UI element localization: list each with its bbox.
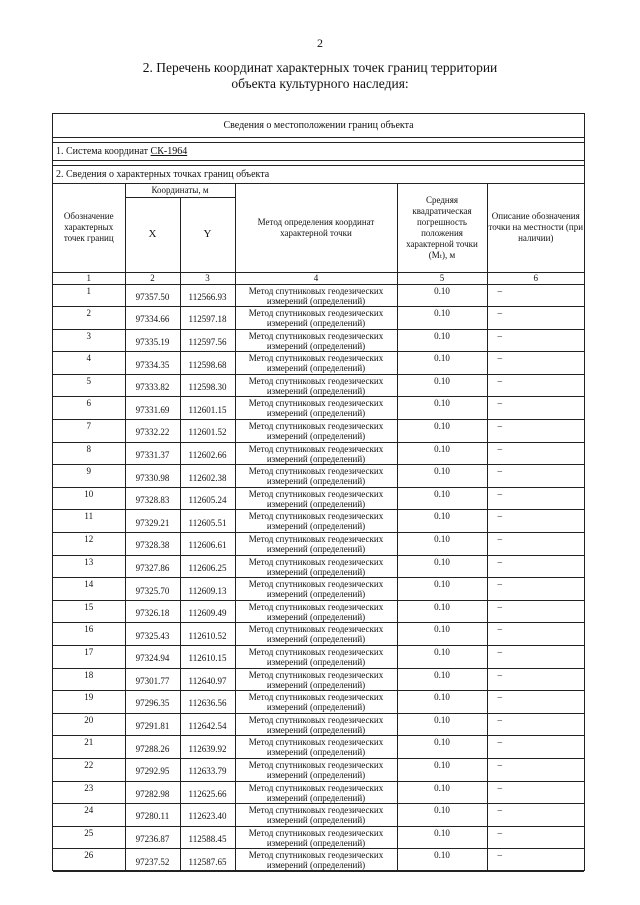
point-description: – [487, 555, 584, 578]
error-value: 0.10 [397, 804, 487, 827]
error-value: 0.10 [397, 442, 487, 465]
point-description: – [487, 668, 584, 691]
point-id: 7 [53, 420, 125, 443]
error-value: 0.10 [397, 307, 487, 330]
error-value: 0.10 [397, 781, 487, 804]
table-row [53, 420, 584, 443]
point-description: – [487, 736, 584, 759]
header-coords: Координаты, м [125, 184, 235, 197]
table-row [53, 691, 584, 714]
method: Метод спутниковых геодезических измерений (определений) [235, 374, 397, 397]
coord-x: 97324.94 [125, 646, 180, 669]
title-line-2: объекта культурного наследия: [231, 76, 409, 91]
header-error: Средняя квадратическая погрешность положения характерной точки (Mₜ), м [397, 184, 487, 272]
header-row [53, 184, 584, 197]
coord-y: 112597.18 [180, 307, 235, 330]
method: Метод спутниковых геодезических измерений (определений) [235, 623, 397, 646]
method: Метод спутниковых геодезических измерений (определений) [235, 533, 397, 556]
point-id: 17 [53, 646, 125, 669]
coord-y: 112588.45 [180, 826, 235, 849]
page-number: 2 [317, 36, 323, 50]
point-id: 21 [53, 736, 125, 759]
point-id: 13 [53, 555, 125, 578]
header-description: Описание обозначения точки на местности (при наличии) [487, 184, 584, 272]
method: Метод спутниковых геодезических измерений (определений) [235, 600, 397, 623]
column-number: 4 [235, 272, 397, 284]
coord-y: 112642.54 [180, 713, 235, 736]
method: Метод спутниковых геодезических измерений (определений) [235, 578, 397, 601]
coord-x: 97334.35 [125, 352, 180, 375]
column-number: 6 [487, 272, 584, 284]
error-value: 0.10 [397, 668, 487, 691]
method: Метод спутниковых геодезических измерений (определений) [235, 352, 397, 375]
error-value: 0.10 [397, 736, 487, 759]
error-value: 0.10 [397, 600, 487, 623]
header-point: Обозначение характерных точек границ [53, 184, 125, 272]
point-description: – [487, 691, 584, 714]
coord-y: 112633.79 [180, 758, 235, 781]
point-description: – [487, 352, 584, 375]
method: Метод спутниковых геодезических измерений (определений) [235, 804, 397, 827]
table-row [53, 849, 584, 872]
table-row [53, 307, 584, 330]
point-description: – [487, 329, 584, 352]
column-number-row [53, 272, 584, 284]
table-row [53, 555, 584, 578]
table-row [53, 646, 584, 669]
error-value: 0.10 [397, 284, 487, 307]
coord-y: 112598.68 [180, 352, 235, 375]
point-id: 1 [53, 284, 125, 307]
table-row [53, 578, 584, 601]
coord-x: 97325.43 [125, 623, 180, 646]
error-value: 0.10 [397, 487, 487, 510]
method: Метод спутниковых геодезических измерений (определений) [235, 713, 397, 736]
coord-y: 112606.25 [180, 555, 235, 578]
method: Метод спутниковых геодезических измерений (определений) [235, 510, 397, 533]
coord-x: 97280.11 [125, 804, 180, 827]
point-description: – [487, 781, 584, 804]
coord-y: 112587.65 [180, 849, 235, 872]
point-id: 5 [53, 374, 125, 397]
coord-x: 97292.95 [125, 758, 180, 781]
coord-x: 97331.69 [125, 397, 180, 420]
point-description: – [487, 646, 584, 669]
point-id: 23 [53, 781, 125, 804]
table-row [53, 623, 584, 646]
coord-system-line [53, 143, 584, 161]
coord-x: 97333.82 [125, 374, 180, 397]
error-value: 0.10 [397, 397, 487, 420]
coord-x: 97288.26 [125, 736, 180, 759]
point-id: 6 [53, 397, 125, 420]
document-title [100, 60, 540, 92]
error-value: 0.10 [397, 758, 487, 781]
coord-y: 112609.49 [180, 600, 235, 623]
point-description: – [487, 533, 584, 556]
point-id: 16 [53, 623, 125, 646]
table-row [53, 465, 584, 488]
point-id: 9 [53, 465, 125, 488]
column-number: 2 [125, 272, 180, 284]
header-method: Метод определения координат характерной точки [235, 184, 397, 272]
coord-x: 97335.19 [125, 329, 180, 352]
header-y: Y [180, 197, 235, 272]
method: Метод спутниковых геодезических измерений (определений) [235, 691, 397, 714]
coord-y: 112625.66 [180, 781, 235, 804]
error-value: 0.10 [397, 465, 487, 488]
method: Метод спутниковых геодезических измерений (определений) [235, 668, 397, 691]
table-row [53, 758, 584, 781]
coord-y: 112640.97 [180, 668, 235, 691]
point-description: – [487, 600, 584, 623]
method: Метод спутниковых геодезических измерений (определений) [235, 420, 397, 443]
column-number: 1 [53, 272, 125, 284]
point-description: – [487, 284, 584, 307]
coord-y: 112636.56 [180, 691, 235, 714]
table-row [53, 533, 584, 556]
coord-y: 112601.15 [180, 397, 235, 420]
point-description: – [487, 420, 584, 443]
error-value: 0.10 [397, 713, 487, 736]
error-value: 0.10 [397, 510, 487, 533]
method: Метод спутниковых геодезических измерений (определений) [235, 849, 397, 872]
table-row [53, 284, 584, 307]
point-description: – [487, 758, 584, 781]
method: Метод спутниковых геодезических измерений (определений) [235, 397, 397, 420]
coordinates-grid [53, 184, 584, 872]
error-value: 0.10 [397, 691, 487, 714]
method: Метод спутниковых геодезических измерений (определений) [235, 555, 397, 578]
coord-x: 97296.35 [125, 691, 180, 714]
method: Метод спутниковых геодезических измерений (определений) [235, 646, 397, 669]
point-id: 18 [53, 668, 125, 691]
point-id: 8 [53, 442, 125, 465]
point-description: – [487, 374, 584, 397]
error-value: 0.10 [397, 578, 487, 601]
table-row [53, 510, 584, 533]
point-description: – [487, 465, 584, 488]
coord-system-prefix: 1. Система координат [56, 146, 151, 157]
section2-label: 2. Сведения о характерных точках границ объекта [53, 166, 584, 184]
coord-y: 112605.24 [180, 487, 235, 510]
coord-y: 112566.93 [180, 284, 235, 307]
point-id: 15 [53, 600, 125, 623]
table-row [53, 713, 584, 736]
section-title: Сведения о местоположении границ объекта [53, 114, 584, 138]
coord-x: 97327.86 [125, 555, 180, 578]
point-id: 24 [53, 804, 125, 827]
coord-y: 112602.38 [180, 465, 235, 488]
error-value: 0.10 [397, 646, 487, 669]
coord-x: 97326.18 [125, 600, 180, 623]
point-id: 14 [53, 578, 125, 601]
point-description: – [487, 578, 584, 601]
method: Метод спутниковых геодезических измерений (определений) [235, 758, 397, 781]
error-value: 0.10 [397, 420, 487, 443]
coord-y: 112610.52 [180, 623, 235, 646]
error-value: 0.10 [397, 329, 487, 352]
coord-y: 112639.92 [180, 736, 235, 759]
point-id: 4 [53, 352, 125, 375]
error-value: 0.10 [397, 533, 487, 556]
error-value: 0.10 [397, 555, 487, 578]
method: Метод спутниковых геодезических измерений (определений) [235, 487, 397, 510]
coord-x: 97329.21 [125, 510, 180, 533]
point-description: – [487, 487, 584, 510]
coord-x: 97236.87 [125, 826, 180, 849]
coord-x: 97330.98 [125, 465, 180, 488]
point-description: – [487, 713, 584, 736]
method: Метод спутниковых геодезических измерений (определений) [235, 781, 397, 804]
coord-x: 97357.50 [125, 284, 180, 307]
table-row [53, 442, 584, 465]
point-id: 10 [53, 487, 125, 510]
coord-y: 112606.61 [180, 533, 235, 556]
coord-x: 97328.83 [125, 487, 180, 510]
coord-y: 112597.56 [180, 329, 235, 352]
table-row [53, 352, 584, 375]
error-value: 0.10 [397, 352, 487, 375]
coord-y: 112601.52 [180, 420, 235, 443]
method: Метод спутниковых геодезических измерений (определений) [235, 826, 397, 849]
coord-x: 97331.37 [125, 442, 180, 465]
point-id: 26 [53, 849, 125, 872]
table-row [53, 374, 584, 397]
method: Метод спутниковых геодезических измерений (определений) [235, 284, 397, 307]
coord-x: 97282.98 [125, 781, 180, 804]
boundary-points-table [52, 113, 585, 871]
method: Метод спутниковых геодезических измерений (определений) [235, 465, 397, 488]
error-value: 0.10 [397, 623, 487, 646]
coord-y: 112598.30 [180, 374, 235, 397]
column-number: 3 [180, 272, 235, 284]
coord-y: 112623.40 [180, 804, 235, 827]
coord-x: 97332.22 [125, 420, 180, 443]
point-id: 19 [53, 691, 125, 714]
point-description: – [487, 442, 584, 465]
table-row [53, 397, 584, 420]
point-id: 20 [53, 713, 125, 736]
point-id: 25 [53, 826, 125, 849]
point-description: – [487, 510, 584, 533]
point-description: – [487, 307, 584, 330]
point-description: – [487, 849, 584, 872]
table-row [53, 736, 584, 759]
error-value: 0.10 [397, 826, 487, 849]
method: Метод спутниковых геодезических измерений (определений) [235, 307, 397, 330]
method: Метод спутниковых геодезических измерений (определений) [235, 329, 397, 352]
method: Метод спутниковых геодезических измерений (определений) [235, 442, 397, 465]
point-description: – [487, 826, 584, 849]
title-line-1: 2. Перечень координат характерных точек границ территории [142, 60, 498, 75]
table-row [53, 600, 584, 623]
coord-x: 97237.52 [125, 849, 180, 872]
table-row [53, 781, 584, 804]
table-row [53, 804, 584, 827]
coord-x: 97301.77 [125, 668, 180, 691]
point-description: – [487, 623, 584, 646]
coord-y: 112609.13 [180, 578, 235, 601]
point-id: 12 [53, 533, 125, 556]
error-value: 0.10 [397, 374, 487, 397]
coord-y: 112610.15 [180, 646, 235, 669]
coord-x: 97334.66 [125, 307, 180, 330]
point-description: – [487, 397, 584, 420]
coord-y: 112602.66 [180, 442, 235, 465]
error-value: 0.10 [397, 849, 487, 872]
column-number: 5 [397, 272, 487, 284]
coord-x: 97328.38 [125, 533, 180, 556]
table-row [53, 487, 584, 510]
coord-x: 97291.81 [125, 713, 180, 736]
table-row [53, 329, 584, 352]
coord-y: 112605.51 [180, 510, 235, 533]
point-id: 3 [53, 329, 125, 352]
header-x: X [125, 197, 180, 272]
table-row [53, 668, 584, 691]
coord-x: 97325.70 [125, 578, 180, 601]
point-description: – [487, 804, 584, 827]
point-id: 2 [53, 307, 125, 330]
point-id: 11 [53, 510, 125, 533]
table-row [53, 826, 584, 849]
method: Метод спутниковых геодезических измерений (определений) [235, 736, 397, 759]
coord-system-value: СК-1964 [150, 146, 188, 157]
point-id: 22 [53, 758, 125, 781]
